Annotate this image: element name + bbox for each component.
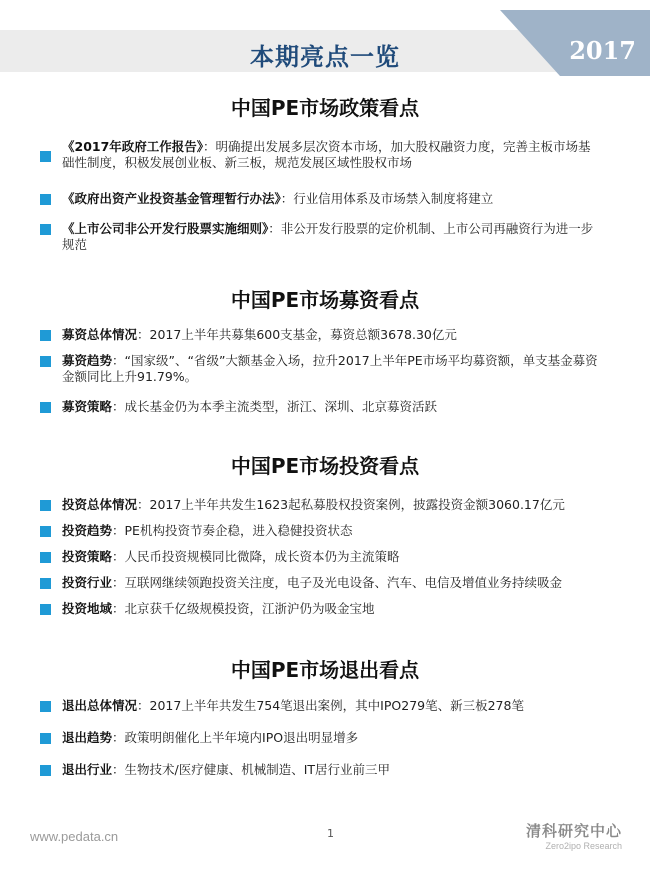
item-label: 募资策略 <box>62 399 113 414</box>
item-text: ：生物技术/医疗健康、机械制造、IT居行业前三甲 <box>112 762 391 777</box>
item-label: 投资趋势 <box>62 523 113 538</box>
bullet-icon <box>40 765 51 776</box>
list-item <box>40 698 600 714</box>
item-label: 退出行业 <box>62 762 113 777</box>
bullet-icon <box>40 604 51 615</box>
bullet-icon <box>40 701 51 712</box>
item-text: ：2017上半年共发生754笔退出案例，其中IPO279笔、新三板278笔 <box>137 698 524 713</box>
bullet-icon <box>40 151 51 162</box>
list-item <box>40 191 600 207</box>
section-title-investment: 中国PE市场投资看点 <box>230 454 420 478</box>
page-title: 本期亮点一览 <box>250 43 400 71</box>
item-label: 《上市公司非公开发行股票实施细则》 <box>62 221 269 236</box>
item-label: 投资行业 <box>62 575 113 590</box>
bullet-icon <box>40 733 51 744</box>
zero2ipo-logo <box>526 820 622 851</box>
item-text: ：政策明朗催化上半年境内IPO退出明显增多 <box>112 730 359 745</box>
logo-text-en: Zero2ipo Research <box>545 841 622 851</box>
list-item <box>40 523 600 539</box>
page-number: 1 <box>327 827 334 840</box>
item-label: 投资总体情况 <box>62 497 138 512</box>
logo-text-cn: 清科研究中心 <box>525 822 622 840</box>
item-text: ：成长基金仍为本季主流类型，浙江、深圳、北京募资活跃 <box>112 399 438 414</box>
item-text: ：行业信用体系及市场禁入制度将建立 <box>280 191 494 206</box>
bullet-icon <box>40 552 51 563</box>
list-item <box>40 497 600 513</box>
item-text: ：北京获千亿级规模投资，江浙沪仍为吸金宝地 <box>112 601 375 616</box>
bullet-icon <box>40 402 51 413</box>
bullet-icon <box>40 500 51 511</box>
section-title-fundraising: 中国PE市场募资看点 <box>230 288 420 312</box>
item-text: ：“国家级”、“省级”大额基金入场，拉升2017上半年PE市场平均募资额，单支基金募资金额同比上升91.79%。 <box>62 353 598 384</box>
bullet-icon <box>40 578 51 589</box>
bullet-icon <box>40 224 51 235</box>
item-text: ：2017上半年共发生1623起私募股权投资案例，披露投资金额3060.17亿元 <box>137 497 565 512</box>
item-label: 《政府出资产业投资基金管理暂行办法》 <box>62 191 281 206</box>
list-item <box>40 353 600 385</box>
item-label: 退出趋势 <box>62 730 113 745</box>
list-item <box>40 730 600 746</box>
list-item <box>40 575 600 591</box>
item-label: 募资总体情况 <box>62 327 138 342</box>
item-text: ：互联网继续领跑投资关注度，电子及光电设备、汽车、电信及增值业务持续吸金 <box>112 575 563 590</box>
item-text: ：非公开发行股票的定价机制、上市公司再融资行为进一步规范 <box>62 221 594 252</box>
item-label: 《2017年政府工作报告》 <box>62 139 204 154</box>
item-text: ：2017上半年共募集600支基金，募资总额3678.30亿元 <box>137 327 457 342</box>
list-item <box>40 601 600 617</box>
bullet-icon <box>40 330 51 341</box>
section-title-policy: 中国PE市场政策看点 <box>230 96 420 120</box>
list-item <box>40 549 600 565</box>
bullet-icon <box>40 526 51 537</box>
list-item <box>40 139 600 171</box>
list-item <box>40 327 600 343</box>
list-item <box>40 762 600 778</box>
section-title-exit: 中国PE市场退出看点 <box>230 658 420 682</box>
item-label: 投资地域 <box>62 601 113 616</box>
item-text: ：明确提出发展多层次资本市场，加大股权融资力度，完善主板市场基础性制度，积极发展创业板、新三板，规范发展区域性股权市场 <box>62 139 591 170</box>
bullet-icon <box>40 194 51 205</box>
list-item <box>40 399 600 415</box>
item-text: ：PE机构投资节奏企稳，进入稳健投资状态 <box>112 523 353 538</box>
item-text: ：人民币投资规模同比微降，成长资本仍为主流策略 <box>112 549 400 564</box>
year-label: 2017 <box>569 36 636 65</box>
item-label: 募资趋势 <box>62 353 113 368</box>
item-label: 退出总体情况 <box>62 698 138 713</box>
bullet-icon <box>40 356 51 367</box>
footer-url[interactable]: www.pedata.cn <box>30 829 119 844</box>
list-item <box>40 221 600 253</box>
item-label: 投资策略 <box>62 549 113 564</box>
